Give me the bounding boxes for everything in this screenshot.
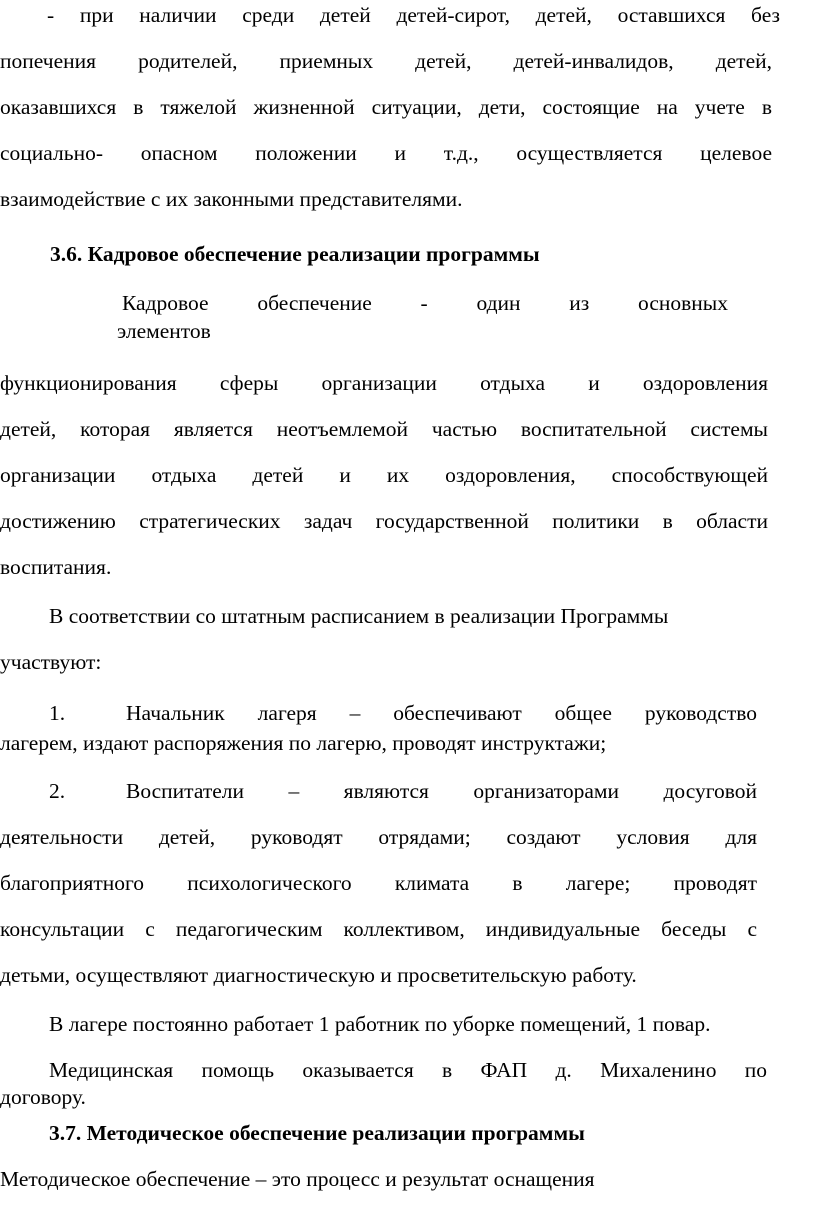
paragraph-line: детей, которая является неотъемлемой частью воспитательной системы xyxy=(0,417,768,441)
paragraph-line: функционирования сферы организации отдыха и оздоровления xyxy=(0,371,768,395)
section-heading: 3.7. Методическое обеспечение реализации программы xyxy=(49,1121,585,1145)
paragraph-line: социально- опасном положении и т.д., осуществляется целевое xyxy=(0,141,772,165)
list-item-line: Воспитатели – являются организаторами досуговой xyxy=(126,779,757,803)
paragraph-line: В соответствии со штатным расписанием в реализации Программы xyxy=(49,604,669,628)
paragraph-line: В лагере постоянно работает 1 работник по уборке помещений, 1 повар. xyxy=(49,1012,711,1036)
paragraph-line: - при наличии среди детей детей-сирот, детей, оставшихся без xyxy=(47,3,780,27)
paragraph-line: попечения родителей, приемных детей, детей-инвалидов, детей, xyxy=(0,49,772,73)
list-item-line: деятельности детей, руководят отрядами; создают условия для xyxy=(0,825,757,849)
paragraph-line: организации отдыха детей и их оздоровления, способствующей xyxy=(0,463,768,487)
list-number: 2. xyxy=(49,779,66,803)
paragraph-line: Кадровое обеспечение - один из основных xyxy=(122,291,728,315)
paragraph-line: элементов xyxy=(117,319,211,343)
list-item-line: детьми, осуществляют диагностическую и просветительскую работу. xyxy=(0,963,637,987)
paragraph-line: достижению стратегических задач государственной политики в области xyxy=(0,509,768,533)
paragraph-line: Медицинская помощь оказывается в ФАП д. Михаленино по xyxy=(49,1058,767,1082)
list-item-line: Начальник лагеря – обеспечивают общее руководство xyxy=(126,701,757,725)
list-item-line: лагерем, издают распоряжения по лагерю, проводят инструктажи; xyxy=(0,731,607,755)
list-item-line: благоприятного психологического климата в лагере; проводят xyxy=(0,871,757,895)
list-item-line: консультации с педагогическим коллективом, индивидуальные беседы с xyxy=(0,917,757,941)
list-number: 1. xyxy=(49,701,66,725)
section-heading: 3.6. Кадровое обеспечение реализации программы xyxy=(50,242,540,266)
paragraph-line: Методическое обеспечение – это процесс и результат оснащения xyxy=(0,1167,595,1191)
paragraph-line: оказавшихся в тяжелой жизненной ситуации, дети, состоящие на учете в xyxy=(0,95,772,119)
paragraph-line: договору. xyxy=(0,1085,86,1109)
paragraph-line: взаимодействие с их законными представителями. xyxy=(0,187,463,211)
paragraph-line: воспитания. xyxy=(0,555,112,579)
paragraph-line: участвуют: xyxy=(0,650,102,674)
